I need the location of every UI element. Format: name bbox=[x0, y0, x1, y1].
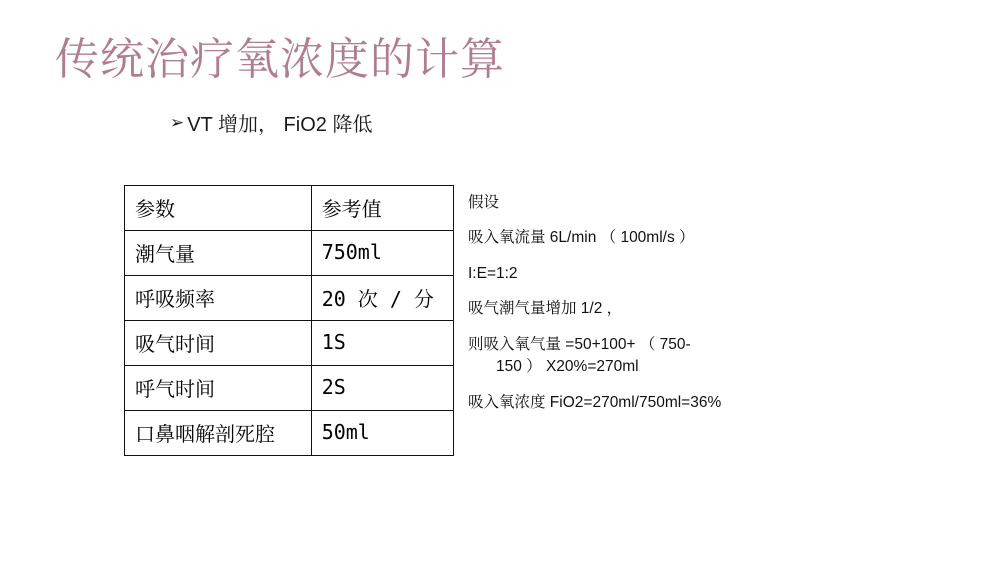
row-value: 750ml bbox=[311, 231, 453, 276]
bullet-item-label: VT 增加， FiO2 降低 bbox=[187, 114, 373, 136]
note-line-oxygen-volume-part2: 150 ） X20%=270ml bbox=[496, 358, 639, 376]
table-header-parameter: 参数 bbox=[125, 186, 312, 231]
table-row bbox=[125, 321, 454, 366]
row-value: 2S bbox=[311, 366, 453, 411]
note-line-assumption: 假设 bbox=[468, 194, 500, 211]
note-line-oxygen-volume-part1: 则吸入氧气量 =50+100+ （ 750- bbox=[468, 335, 691, 353]
calculation-notes bbox=[468, 192, 798, 427]
arrow-bullet-icon: ➢ bbox=[170, 113, 185, 132]
row-label: 口鼻咽解剖死腔 bbox=[125, 411, 312, 456]
table-row bbox=[125, 411, 454, 456]
row-label: 呼吸频率 bbox=[125, 276, 312, 321]
table-header-row bbox=[125, 186, 454, 231]
row-label: 呼气时间 bbox=[125, 366, 312, 411]
parameters-table bbox=[124, 185, 454, 456]
page-title: 传统治疗氧浓度的计算 bbox=[55, 35, 505, 84]
note-line-oxygen-flow: 吸入氧流量 6L/min （ 100ml/s ） bbox=[468, 229, 695, 247]
table-row bbox=[125, 366, 454, 411]
note-line-ie-ratio: I:E=1:2 bbox=[468, 264, 518, 282]
bullet-item bbox=[170, 108, 372, 137]
row-value: 20 次 / 分 bbox=[311, 276, 453, 321]
row-value: 1S bbox=[311, 321, 453, 366]
note-line-oxygen-volume bbox=[468, 334, 798, 379]
note-line-fio2-result: 吸入氧浓度 FiO2=270ml/750ml=36% bbox=[468, 393, 722, 411]
row-label: 吸气时间 bbox=[125, 321, 312, 366]
row-value: 50ml bbox=[311, 411, 453, 456]
row-label: 潮气量 bbox=[125, 231, 312, 276]
table-row bbox=[125, 276, 454, 321]
table-header-reference: 参考值 bbox=[311, 186, 453, 231]
table-row bbox=[125, 231, 454, 276]
note-line-tidal-increase: 吸气潮气量增加 1/2 ， bbox=[468, 300, 623, 318]
